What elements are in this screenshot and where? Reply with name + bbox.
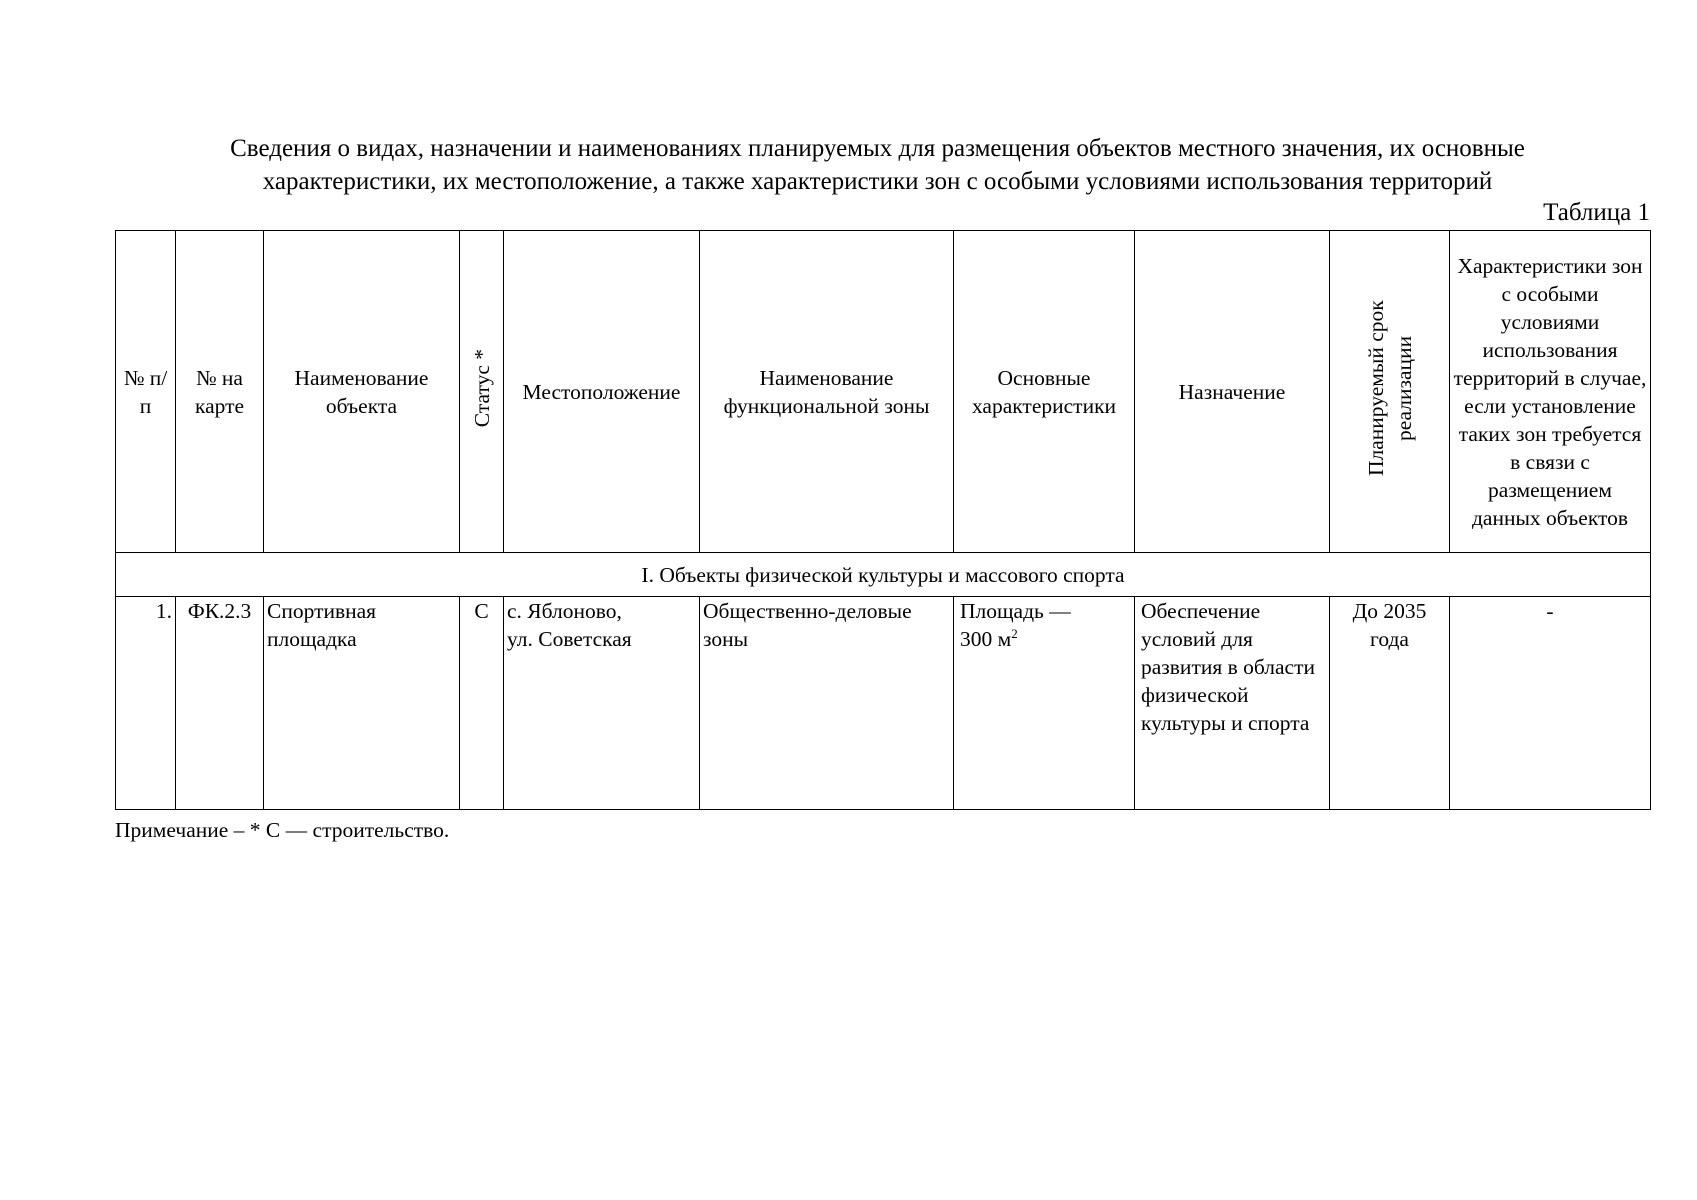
cell-term: До 2035 года bbox=[1330, 597, 1450, 810]
cell-name: Спортивная площадка bbox=[264, 597, 460, 810]
area-value: 300 м bbox=[960, 627, 1012, 651]
table-label: Таблица 1 bbox=[1543, 199, 1650, 226]
cell-zones-special: - bbox=[1450, 597, 1651, 810]
title-line-1: Сведения о видах, назначении и наименованиях планируемых для размещения объектов местного значения, их основные bbox=[230, 135, 1525, 162]
cell-map-num: ФК.2.3 bbox=[176, 597, 264, 810]
page-title bbox=[110, 132, 1645, 198]
title-line-2: характеристики, их местоположение, а также характеристики зон с особыми условиями использования территорий bbox=[262, 168, 1493, 195]
cell-num: 1. bbox=[116, 597, 176, 810]
header-status bbox=[460, 231, 504, 553]
cell-status: С bbox=[460, 597, 504, 810]
cell-characteristics-line-1: Площадь — bbox=[960, 599, 1071, 623]
header-zones-special: Характеристики зон с особыми условиями использования территорий в случае, если установление таких зон требуется в связи с размещением данных объектов bbox=[1450, 231, 1651, 553]
header-term bbox=[1330, 231, 1450, 553]
header-num: № п/п bbox=[116, 231, 176, 553]
area-unit-exponent: 2 bbox=[1011, 625, 1018, 641]
cell-location bbox=[504, 597, 700, 810]
header-characteristics: Основные характеристики bbox=[954, 231, 1135, 553]
header-purpose: Назначение bbox=[1135, 231, 1330, 553]
section-title: I. Объекты физической культуры и массового спорта bbox=[116, 553, 1651, 597]
cell-location-line-1: с. Яблоново, bbox=[507, 599, 622, 623]
header-location: Местоположение bbox=[504, 231, 700, 553]
cell-characteristics bbox=[954, 597, 1135, 810]
header-status-label: Статус * bbox=[469, 348, 494, 428]
header-map-num: № на карте bbox=[176, 231, 264, 553]
section-row bbox=[116, 553, 1651, 597]
cell-characteristics-line-2 bbox=[960, 625, 1131, 653]
cell-zone: Общественно-деловые зоны bbox=[700, 597, 954, 810]
header-term-label: Планируемый срок реализации bbox=[1363, 300, 1416, 476]
objects-table bbox=[115, 230, 1651, 810]
header-name: Наименование объекта bbox=[264, 231, 460, 553]
header-row bbox=[116, 231, 1651, 553]
table-row bbox=[116, 597, 1651, 810]
cell-purpose: Обеспечение условий для развития в области физической культуры и спорта bbox=[1135, 597, 1330, 810]
note: Примечание – * С — строительство. bbox=[115, 818, 450, 842]
header-zone: Наименование функциональной зоны bbox=[700, 231, 954, 553]
cell-location-line-2: ул. Советская bbox=[507, 627, 632, 651]
